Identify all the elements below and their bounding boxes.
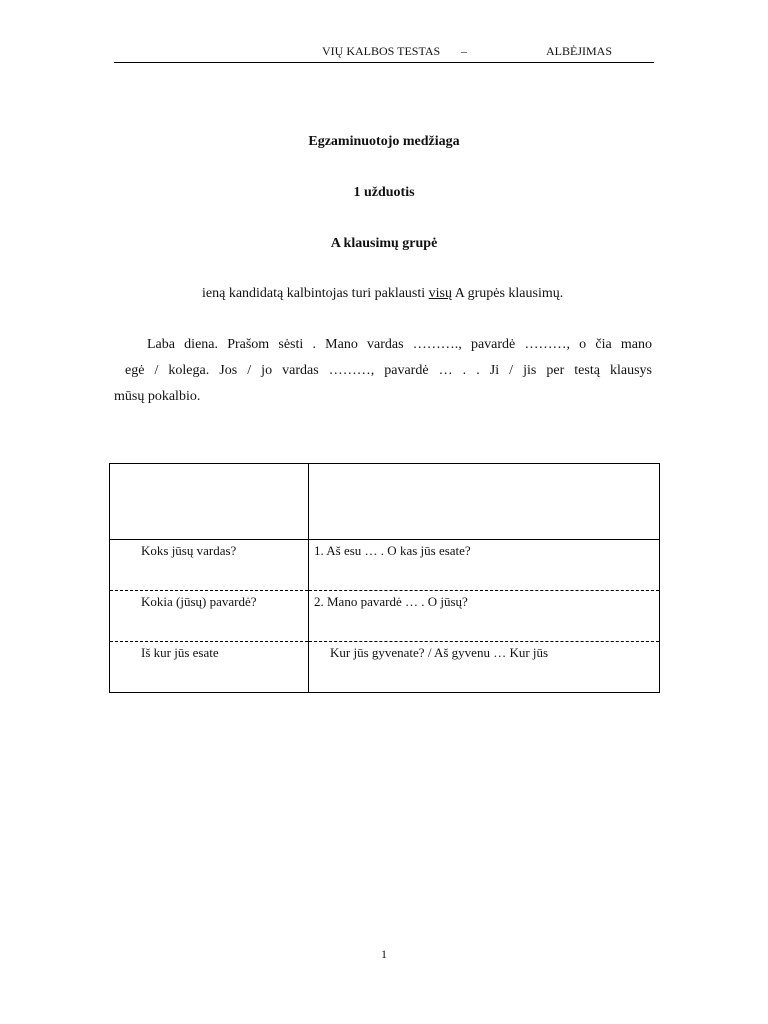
table-header-row	[110, 464, 660, 540]
table-row	[110, 642, 660, 693]
group-heading: A klausimų grupė	[330, 236, 438, 251]
question-cell	[110, 540, 309, 591]
task-heading: 1 užduotis	[353, 185, 415, 200]
answer-text: 2. Mano pavardė … . O jūsų?	[314, 594, 468, 609]
questions-table	[109, 463, 660, 693]
greeting-line-3: mūsų pokalbio.	[114, 389, 201, 404]
intro-instruction	[202, 286, 563, 302]
intro-after: A grupės klausimų.	[452, 286, 564, 301]
greeting-line-1: Laba diena. Prašom sėsti . Mano vardas ………., pavardė ………, o čia mano	[147, 337, 652, 352]
question-cell	[110, 642, 309, 693]
question-text: Kokia (jūsų) pavardė?	[141, 594, 257, 609]
greeting-line-2: egė / kolega. Jos / jo vardas ………, pavardė … . . Ji / jis per testą klausys	[125, 363, 652, 378]
header-left-text: VIŲ KALBOS TESTAS	[322, 44, 441, 58]
header-right-text: ALBĖJIMAS	[546, 44, 613, 58]
header-dash: –	[461, 44, 467, 58]
answer-text: 1. Aš esu … . O kas jūs esate?	[314, 543, 471, 558]
page-header	[114, 44, 654, 63]
page-title: Egzaminuotojo medžiaga	[308, 134, 460, 149]
intro-underlined: visų	[428, 286, 453, 301]
page-number: 1	[381, 947, 387, 961]
table-row	[110, 591, 660, 642]
answer-cell	[309, 642, 660, 693]
intro-before: ieną kandidatą kalbintojas turi paklausti	[202, 286, 429, 301]
question-text: Koks jūsų vardas?	[141, 543, 237, 558]
table-header-cell-left	[110, 464, 309, 540]
table-row	[110, 540, 660, 591]
answer-cell	[309, 591, 660, 642]
answer-cell	[309, 540, 660, 591]
question-text: Iš kur jūs esate	[141, 645, 219, 660]
answer-text: Kur jūs gyvenate? / Aš gyvenu … Kur jūs	[330, 645, 549, 660]
table-header-cell-right	[309, 464, 660, 540]
question-cell	[110, 591, 309, 642]
